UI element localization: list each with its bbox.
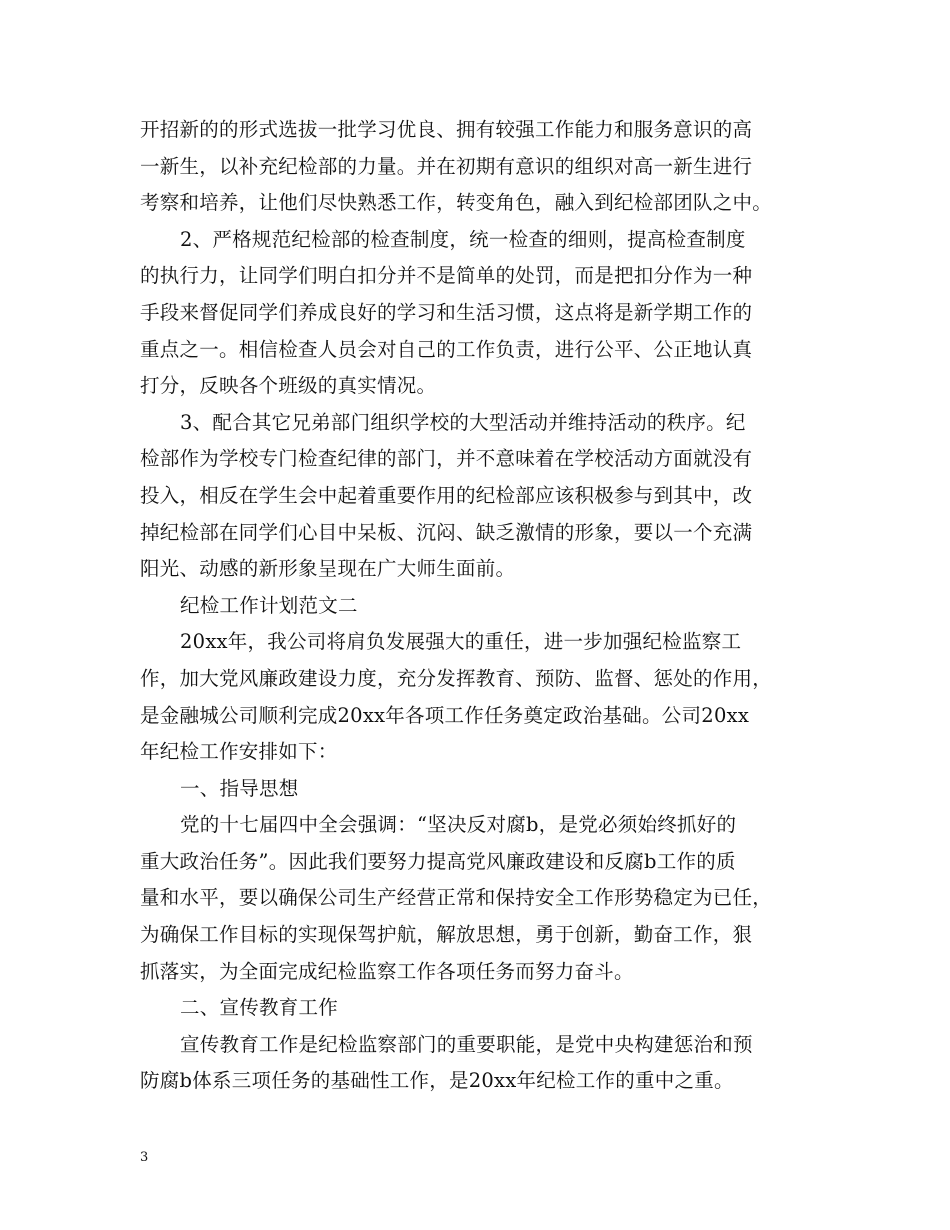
text-line: 一新生，以补充纪检部的力量。并在初期有意识的组织对高一新生进行 <box>140 154 753 178</box>
text-line: 手段来督促同学们养成良好的学习和生活习惯，这点将是新学期工作的 <box>140 300 753 324</box>
text-line: 党的十七届四中全会强调：“坚决反对腐b，是党必须始终抓好的 <box>180 813 737 837</box>
text-line: 重大政治任务”。因此我们要努力提高党风廉政建设和反腐b工作的质 <box>140 849 736 873</box>
text-line: 20xx年，我公司将肩负发展强大的重任，进一步加强纪检监察工 <box>180 630 742 654</box>
text-line: 防腐b体系三项任务的基础性工作，是20xx年纪检工作的重中之重。 <box>140 1069 734 1093</box>
text-line: 3、配合其它兄弟部门组织学校的大型活动并维持活动的秩序。纪 <box>180 410 746 434</box>
text-line: 开招新的的形式选拔一批学习优良、拥有较强工作能力和服务意识的高 <box>140 118 753 141</box>
text-line: 量和水平，要以确保公司生产经营正常和保持安全工作形势稳定为已任， <box>140 886 773 910</box>
text-line: 年纪检工作安排如下： <box>140 740 338 764</box>
text-line: 阳光、动感的新形象呈现在广大师生面前。 <box>140 557 516 581</box>
text-line: 重点之一。相信检查人员会对自己的工作负责，进行公平、公正地认真 <box>140 337 753 361</box>
text-line: 是金融城公司顺利完成20xx年各项工作任务奠定政治基础。公司20xx <box>140 703 750 727</box>
text-line: 二、宣传教育工作 <box>180 996 339 1020</box>
text-line: 检部作为学校专门检查纪律的部门，并不意味着在学校活动方面就没有 <box>140 447 753 471</box>
text-line: 一、指导思想 <box>180 776 299 800</box>
text-line: 掉纪检部在同学们心目中呆板、沉闷、缺乏激情的形象，要以一个充满 <box>140 520 753 544</box>
page-number: 3 <box>140 1150 149 1165</box>
text-line: 的执行力，让同学们明白扣分并不是简单的处罚，而是把扣分作为一种 <box>140 264 753 288</box>
text-line: 打分，反映各个班级的真实情况。 <box>140 374 437 398</box>
text-line: 为确保工作目标的实现保驾护航，解放思想，勇于创新，勤奋工作，狠 <box>140 923 753 947</box>
text-line: 投入，相反在学生会中起着重要作用的纪检部应该积极参与到其中，改 <box>140 483 753 507</box>
text-line: 抓落实，为全面完成纪检监察工作各项任务而努力奋斗。 <box>140 959 634 983</box>
text-line: 纪检工作计划范文二 <box>180 593 358 617</box>
text-line: 作，加大党风廉政建设力度，充分发挥教育、预防、监督、惩处的作用， <box>140 666 773 690</box>
text-line: 考察和培养，让他们尽快熟悉工作，转变角色，融入到纪检部团队之中。 <box>140 191 773 215</box>
text-line: 宣传教育工作是纪检监察部门的重要职能，是党中央构建惩治和预 <box>180 1032 753 1056</box>
document-body <box>140 112 830 1100</box>
text-line: 2、严格规范纪检部的检查制度，统一检查的细则，提高检查制度 <box>180 227 746 251</box>
